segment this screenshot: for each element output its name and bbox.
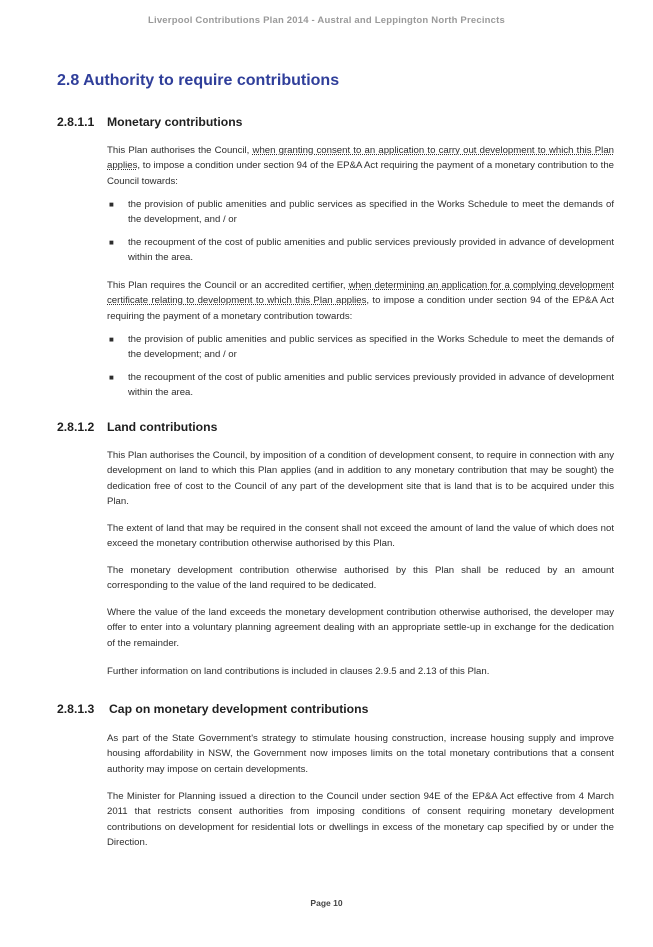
list-item-text: the recoupment of the cost of public amenities and public services previously provided in advance of development within the area. — [128, 371, 614, 398]
text-run: , to impose a condition under section 94 of the EP&A Act requiring the payment of a monetary contribution to the Council towards: — [107, 160, 614, 187]
cap-paragraph-2: The Minister for Planning issued a direction to the Council under section 94E of the EP&A Act effective from 4 March 2011 that restricts consent authorities from imposing conditions of consent requiring monetary development contributions on development for residential lots or dwellings in excess of the monetary cap specified by or under the Direction. — [107, 791, 614, 848]
list-item — [107, 235, 614, 266]
heading-number: 2.8.1.1 — [57, 115, 95, 129]
list-item-text: the provision of public amenities and public services as specified in the Works Schedule to meet the demands of the development; and / or — [128, 334, 614, 361]
land-paragraph-5: Further information on land contributions is included in clauses 2.9.5 and 2.13 of this Plan. — [107, 666, 490, 677]
underlined-text: when granting consent to an application to carry out development to which this Plan applies — [107, 145, 614, 172]
monetary-paragraph-1 — [107, 143, 614, 189]
list-item — [107, 370, 614, 401]
heading-number: 2.8.1.3 — [57, 702, 95, 716]
land-paragraph-1: This Plan authorises the Council, by imposition of a condition of development consent, to require in connection with any development on land to which this Plan applies (and in addition to any monetary contribution that may be sought) the dedication free of cost to the Council of any part of the development site that is land that is to be acquired under this Plan. — [107, 450, 614, 507]
heading-text: Cap on monetary development contributions — [109, 702, 369, 716]
monetary-bullet-list-2 — [107, 332, 614, 400]
list-item-text: the provision of public amenities and public services as specified in the Works Schedule to meet the demands of the development, and / or — [128, 199, 614, 226]
heading-number: 2.8.1.2 — [57, 420, 95, 434]
heading-text: Monetary contributions — [107, 115, 243, 129]
heading-text: Land contributions — [107, 420, 218, 434]
monetary-bullet-list-1 — [107, 197, 614, 265]
bullet-icon: ■ — [109, 372, 114, 382]
bullet-icon: ■ — [109, 237, 114, 247]
heading-land-contributions — [57, 420, 217, 434]
heading-monetary-contributions — [57, 115, 242, 129]
list-item — [107, 332, 614, 363]
text-run: , to impose a condition under section 94 of the EP&A Act requiring the payment of a monetary contribution towards: — [107, 295, 615, 322]
cap-paragraph-1: As part of the State Government's strategy to stimulate housing construction, increase housing supply and improve housing affordability in NSW, the Government now imposes limits on the total monetary contributions that a consent authority may impose on certain developments. — [107, 733, 614, 775]
land-paragraph-2: The extent of land that may be required in the consent shall not exceed the amount of land the value of which does not exceed the monetary contribution otherwise authorised by this Plan. — [107, 523, 614, 550]
underlined-text: when determining an application for a complying development certificate relating to development to which this Plan applies — [107, 280, 614, 307]
bullet-icon: ■ — [109, 200, 114, 209]
list-item-text: the recoupment of the cost of public amenities and public services previously provided in advance of development within the area. — [128, 236, 614, 263]
land-paragraph-4: Where the value of the land exceeds the monetary development contribution otherwise authorised, the developer may offer to enter into a voluntary planning agreement dealing with an appropriate settle-up in exchange for the dedication of the remainder. — [107, 607, 614, 649]
bullet-icon: ■ — [109, 335, 114, 344]
running-header: Liverpool Contributions Plan 2014 - Austral and Leppington North Precincts — [147, 15, 505, 26]
text-run: This Plan requires the Council or an accredited certifier, — [107, 280, 349, 291]
section-title: 2.8 Authority to require contributions — [57, 72, 340, 89]
monetary-paragraph-2 — [107, 278, 614, 324]
list-item — [107, 197, 614, 228]
text-run: This Plan authorises the Council, — [107, 145, 253, 156]
land-paragraph-3: The monetary development contribution otherwise authorised by this Plan shall be reduced by an amount corresponding to the value of the land required to be dedicated. — [107, 565, 614, 592]
heading-cap-on-monetary-contributions — [57, 702, 368, 716]
page-number: Page 10 — [310, 898, 343, 908]
